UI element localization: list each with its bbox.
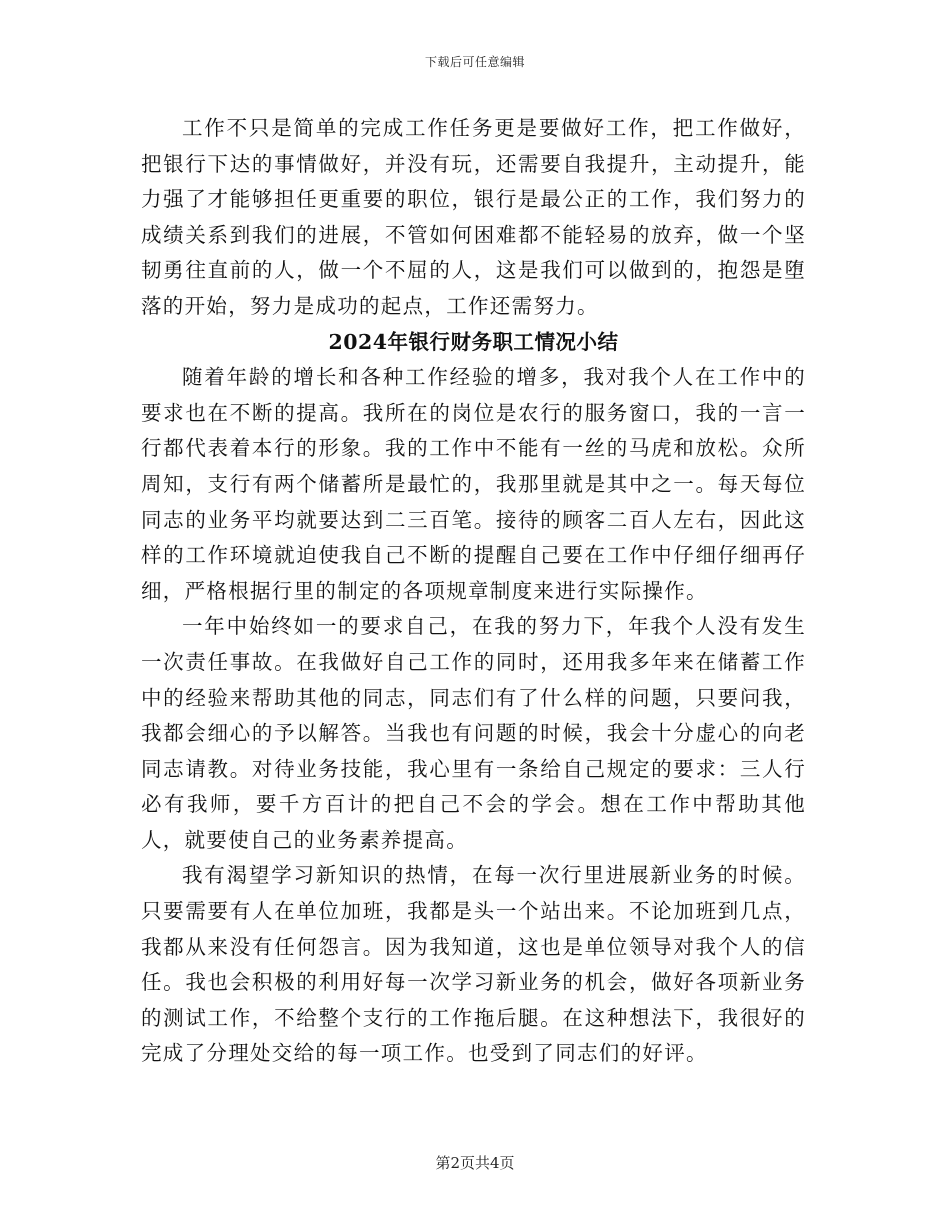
- page-header: 下载后可任意编辑: [424, 55, 525, 69]
- section-title: 2024年银行财务职工情况小结: [328, 329, 619, 354]
- page-number: 第2页共4页: [435, 1154, 515, 1172]
- document-body: [141, 111, 806, 1072]
- paragraph-1: 工作不只是简单的完成工作任务更是要做好工作，把工作做好，把银行下达的事情做好，并没有玩，还需要自我提升，主动提升，能力强了才能够担任更重要的职位，银行是最公正的工作，我们努力的成绩关系到我们的进展，不管如何困难都不能轻易的放弃，做一个坚韧勇往直前的人，做一个不屈的人，这是我们可以做到的，抱怨是堕落的开始，努力是成功的起点，工作还需努力。: [141, 116, 806, 318]
- paragraph-2: 随着年龄的增长和各种工作经验的增多，我对我个人在工作中的要求也在不断的提高。我所在的岗位是农行的服务窗口，我的一言一行都代表着本行的形象。我的工作中不能有一丝的马虎和放松。众所周知，支行有两个储蓄所是最忙的，我那里就是其中之一。每天每位同志的业务平均就要达到二三百笔。接待的顾客二百人左右，因此这样的工作环境就迫使我自己不断的提醒自己要在工作中仔细仔细再仔细，严格根据行里的制定的各项规章制度来进行实际操作。: [141, 365, 806, 603]
- paragraph-3: 一年中始终如一的要求自己，在我的努力下，年我个人没有发生一次责任事故。在我做好自己工作的同时，还用我多年来在储蓄工作中的经验来帮助其他的同志，同志们有了什么样的问题，只要问我，我都会细心的予以解答。当我也有问题的时候，我会十分虚心的向老同志请教。对待业务技能，我心里有一条给自己规定的要求：三人行必有我师，要千方百计的把自己不会的学会。想在工作中帮助其他人，就要使自己的业务素养提高。: [141, 614, 806, 852]
- paragraph-4: 我有渴望学习新知识的热情，在每一次行里进展新业务的时候。只要需要有人在单位加班，我都是头一个站出来。不论加班到几点，我都从来没有任何怨言。因为我知道，这也是单位领导对我个人的信任。我也会积极的利用好每一次学习新业务的机会，做好各项新业务的测试工作，不给整个支行的工作拖后腿。在这种想法下，我很好的完成了分理处交给的每一项工作。也受到了同志们的好评。: [141, 863, 806, 1066]
